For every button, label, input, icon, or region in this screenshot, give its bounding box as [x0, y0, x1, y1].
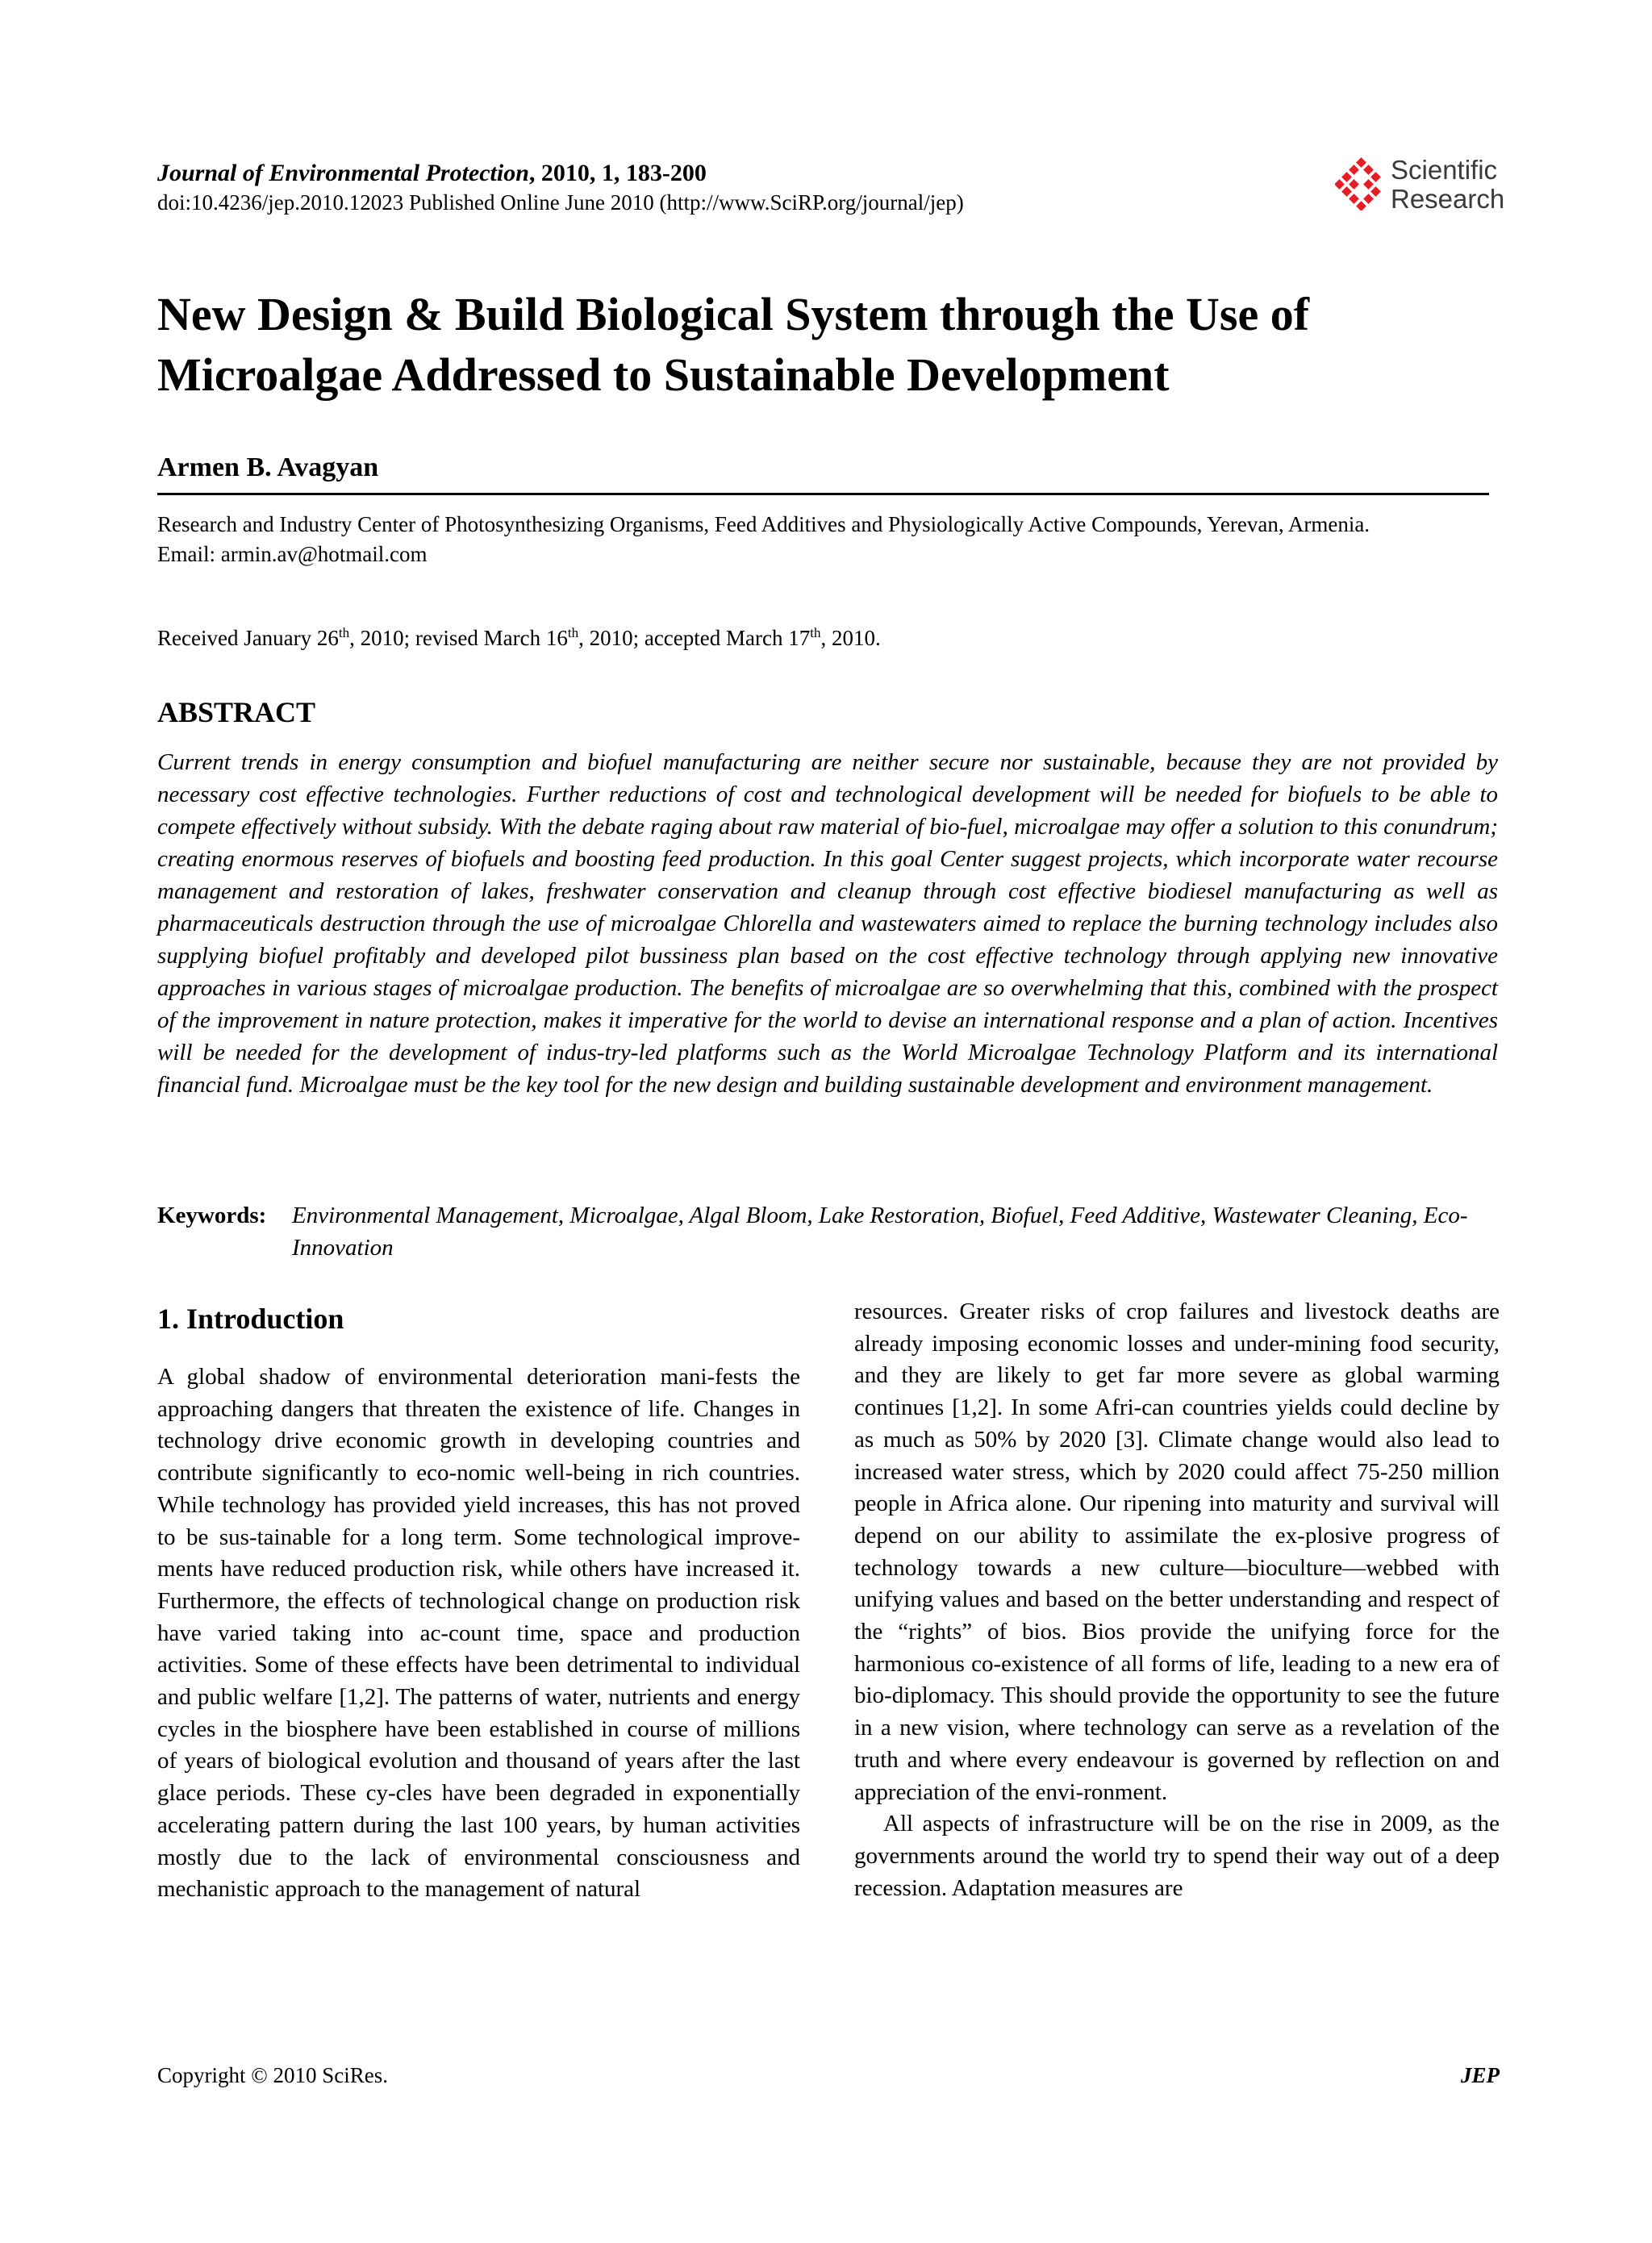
email: Email: armin.av@hotmail.com: [157, 542, 428, 566]
left-column: [157, 1300, 800, 1906]
right-column: [854, 1296, 1500, 1904]
journal-citation: Journal of Environmental Protection, 2010, 1, 183-200: [157, 160, 707, 186]
journal-abbreviation: JEP: [1460, 2063, 1500, 2087]
section-heading-introduction: 1. Introduction: [157, 1303, 344, 1335]
logo-text: Scientific Research: [1391, 155, 1505, 214]
keywords-block: [157, 1199, 1498, 1264]
keywords-label: Keywords:: [157, 1203, 267, 1228]
journal-name: Journal of Environmental Protection: [157, 160, 529, 186]
publisher-logo: [1335, 152, 1504, 217]
doi-line: doi:10.4236/jep.2010.12023 Published Online June 2010 (http://www.SciRP.org/journal/jep): [157, 190, 964, 215]
paragraph: All aspects of infrastructure will be on the rise in 2009, as the governments around the world try to spend their way out of a deep recession. Adaptation measures are: [854, 1811, 1500, 1901]
author-name: Armen B. Avagyan: [157, 452, 379, 482]
abstract-text: Current trends in energy consumption and biofuel manufacturing are neither secure nor sustainable, because they are not provided by necessary cost effective technologies. Further reductions of cost and technological development will be needed for biofuels to be able to compete effectively without subsidy. With the debate raging about raw material of bio-fuel, microalgae may offer a solution to this conundrum; creating enormous reserves of biofuels and boosting feed production. In this goal Center suggest projects, which incorporate water recourse management and restoration of lakes, freshwater conservation and cleanup through cost effective biodiesel manufacturing as well as pharmaceuticals destruction through the use of microalgae Chlorella and wastewaters aimed to replace the burning technology includes also supplying biofuel profitably and developed pilot bussiness plan based on the cost effective technology through applying new innovative approaches in various stages of microalgae production. The benefits of microalgae are so overwhelming that this, combined with the prospect of the improvement in nature protection, makes it imperative for the world to devise an international response and a plan of action. Incentives will be needed for the development of indus-try-led platforms such as the World Microalgae Technology Platform and its international financial fund. Microalgae must be the key tool for the new design and building sustainable development and environment management.: [157, 749, 1498, 1098]
journal-header: [157, 158, 1166, 216]
affiliation: Research and Industry Center of Photosynthesizing Organisms, Feed Additives and Physiologically Active Compounds, Yerevan, Armenia.: [157, 512, 1370, 536]
diamond-cluster-icon: [1335, 157, 1388, 211]
affiliation-block: [157, 510, 1498, 569]
keywords-list: Environmental Management, Microalgae, Algal Bloom, Lake Restoration, Biofuel, Feed Additive, Wastewater Cleaning, Eco-Innovation: [292, 1203, 1468, 1261]
paragraph: A global shadow of environmental deterioration mani-fests the approaching dangers that threaten the existence of life. Changes in technology drive economic growth in developing countries and contribute significantly to eco-nomic well-being in rich countries. While technology has provided yield increases, this has not proved to be sus-tainable for a long term. Some technological improve-ments have reduced production risk, while others have increased it. Furthermore, the effects of technological change on production risk have varied taking into ac-count time, space and production activities. Some of these effects have been detrimental to individual and public welfare [1,2]. The patterns of water, nutrients and energy cycles in the biosphere have been established in course of millions of years of biological evolution and thousand of years after the last glace periods. These cy-cles have been degraded in exponentially accelerating pattern during the last 100 years, by human activities mostly due to the lack of environmental consciousness and mechanistic approach to the management of natural: [157, 1364, 800, 1903]
received-dates: Received January 26th, 2010; revised March 16th, 2010; accepted March 17th, 2010.: [157, 625, 881, 650]
copyright-notice: Copyright © 2010 SciRes.: [157, 2063, 389, 2087]
paper-title: New Design & Build Biological System through the Use of Microalgae Addressed to Sustainable Development: [157, 288, 1310, 401]
paragraph: resources. Greater risks of crop failures and livestock deaths are already imposing economic losses and under-mining food security, and they are likely to get far more severe as global warming continues [1,2]. In some Afri-can countries yields could decline by as much as 50% by 2020 [3]. Climate change would also lead to increased water stress, which by 2020 could affect 75-250 million people in Africa alone. Our ripening into maturity and survival will depend on our ability to assimilate the ex-plosive progress of technology towards a new culture—bioculture—webbed with unifying values and based on the better understanding and respect of the “rights” of bios. Bios provide the unifying force for the harmonious co-existence of all forms of life, leading to a new era of bio-diplomacy. This should provide the opportunity to see the future in a new vision, where technology can serve as a revelation of the truth and where every endeavour is governed by reflection on and appreciation of the envi-ronment.: [854, 1299, 1500, 1805]
abstract-heading: ABSTRACT: [157, 696, 316, 728]
author-divider: [157, 493, 1489, 495]
